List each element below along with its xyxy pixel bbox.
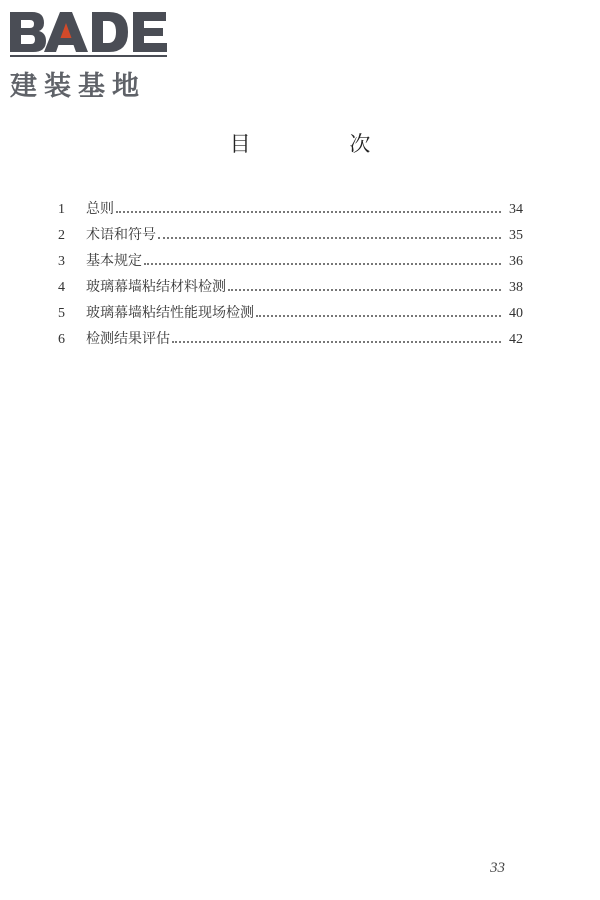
logo-chinese-text: 建装基地 [10, 71, 146, 102]
table-of-contents [58, 198, 523, 354]
toc-dot-leader [256, 315, 501, 317]
page-title: 目 次 [229, 132, 417, 156]
toc-entry-page: 36 [509, 254, 523, 269]
toc-entry[interactable] [58, 302, 523, 328]
toc-entry-number: 3 [58, 254, 65, 269]
toc-entry-number: 4 [58, 280, 65, 295]
toc-entry[interactable] [58, 276, 523, 302]
toc-entry-title: 术语和符号 [86, 227, 156, 243]
toc-dot-leader [228, 289, 501, 291]
toc-dot-leader [158, 237, 501, 239]
toc-entry-title: 基本规定 [86, 253, 142, 269]
toc-entry-page: 42 [509, 332, 523, 347]
bade-logo [8, 6, 178, 102]
toc-entry-page: 40 [509, 306, 523, 321]
toc-entry-number: 6 [58, 332, 65, 347]
toc-entry-number: 5 [58, 306, 65, 321]
toc-entry-number: 1 [58, 202, 65, 217]
toc-entry-number: 2 [58, 228, 65, 243]
toc-dot-leader [144, 263, 501, 265]
toc-entry[interactable] [58, 328, 523, 354]
toc-entry-title: 检测结果评估 [86, 331, 170, 347]
toc-entry-page: 38 [509, 280, 523, 295]
toc-entry-page: 35 [509, 228, 523, 243]
toc-entry-title: 总则 [86, 201, 114, 217]
toc-dot-leader [172, 341, 501, 343]
toc-entry[interactable] [58, 198, 523, 224]
toc-entry[interactable] [58, 224, 523, 250]
bade-wordmark [8, 6, 178, 61]
toc-entry-page: 34 [509, 202, 523, 217]
toc-entry-title: 玻璃幕墙粘结性能现场检测 [86, 305, 254, 321]
toc-entry[interactable] [58, 250, 523, 276]
toc-dot-leader [116, 211, 501, 213]
page-number: 33 [490, 860, 505, 876]
toc-entry-title: 玻璃幕墙粘结材料检测 [86, 279, 226, 295]
